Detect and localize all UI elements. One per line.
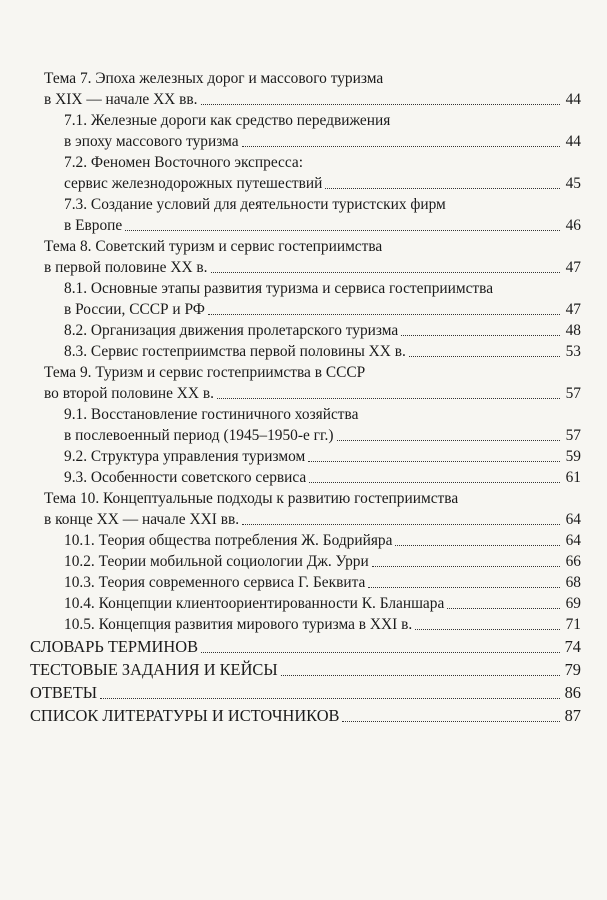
toc-entry-title: Тема 10. Концептуальные подходы к развитию гостеприимства [44, 490, 459, 507]
dot-leader [242, 523, 560, 525]
toc-entry[interactable] [44, 404, 581, 446]
toc-page-number: 47 [565, 259, 581, 276]
toc-entry-title: в послевоенный период (1945–1950-е гг.) [64, 427, 334, 444]
toc-page-number: 57 [565, 385, 581, 402]
toc-entry[interactable] [30, 704, 581, 727]
toc-entry[interactable] [44, 530, 581, 551]
toc-page-number: 69 [565, 595, 581, 612]
toc-page-number: 74 [564, 637, 581, 656]
toc-entry-title: ТЕСТОВЫЕ ЗАДАНИЯ И КЕЙСЫ [30, 660, 278, 679]
dot-leader [201, 103, 560, 105]
toc-entry[interactable] [44, 68, 581, 110]
toc-entry[interactable] [44, 467, 581, 488]
toc-entry[interactable] [44, 593, 581, 614]
toc-entry[interactable] [44, 341, 581, 362]
toc-entry-title: в первой половине XX в. [44, 259, 208, 276]
dot-leader [342, 720, 560, 722]
dot-leader [368, 586, 560, 588]
toc-page-number: 53 [565, 343, 581, 360]
table-of-contents [30, 0, 581, 727]
dot-leader [409, 355, 560, 357]
toc-entry-title: 7.2. Феномен Восточного экспресса: [64, 154, 303, 171]
toc-entry-title: 10.3. Теория современного сервиса Г. Беквита [64, 574, 366, 591]
toc-entry[interactable] [44, 551, 581, 572]
toc-entry[interactable] [44, 320, 581, 341]
toc-page-number: 87 [564, 706, 581, 725]
toc-entry[interactable] [44, 362, 581, 404]
toc-entry[interactable] [44, 152, 581, 194]
toc-entry-title: 7.1. Железные дороги как средство передвижения [64, 112, 391, 129]
toc-entry-title: в эпоху массового туризма [64, 133, 239, 150]
dot-leader [401, 334, 560, 336]
toc-page-number: 44 [565, 91, 581, 108]
dot-leader [337, 439, 560, 441]
toc-page-number: 46 [565, 217, 581, 234]
toc-entry-title: 10.2. Теории мобильной социологии Дж. Урри [64, 553, 369, 570]
toc-entry-title: 8.2. Организация движения пролетарского туризма [64, 322, 399, 339]
toc-page-number: 64 [565, 532, 581, 549]
toc-page-number: 68 [565, 574, 581, 591]
toc-entry-title: в Европе [64, 217, 123, 234]
toc-page-number: 66 [565, 553, 581, 570]
toc-entry-title: во второй половине XX в. [44, 385, 214, 402]
toc-entry-title: в XIX — начале XX вв. [44, 91, 198, 108]
dot-leader [447, 607, 560, 609]
dot-leader [309, 481, 560, 483]
toc-entry-title: 8.1. Основные этапы развития туризма и сервиса гостеприимства [64, 280, 494, 297]
toc-entry-title: 8.3. Сервис гостеприимства первой половины XX в. [64, 343, 406, 360]
dot-leader [201, 651, 560, 653]
toc-page-number: 59 [565, 448, 581, 465]
toc-page-number: 86 [564, 683, 581, 702]
dot-leader [415, 628, 560, 630]
toc-entry-title: Тема 8. Советский туризм и сервис гостеприимства [44, 238, 383, 255]
toc-entry-title: 7.3. Создание условий для деятельности туристских фирм [64, 196, 446, 213]
toc-entry[interactable] [44, 278, 581, 320]
dot-leader [100, 697, 560, 699]
toc-entry-title: в конце XX — начале XXI вв. [44, 511, 240, 528]
toc-entry-title: в России, СССР и РФ [64, 301, 205, 318]
toc-entry[interactable] [30, 658, 581, 681]
toc-page-number: 44 [565, 133, 581, 150]
toc-entry-title: 10.1. Теория общества потребления Ж. Бодрийяра [64, 532, 393, 549]
toc-page-number: 71 [565, 616, 581, 633]
toc-page-number: 61 [565, 469, 581, 486]
toc-entry-title: Тема 9. Туризм и сервис гостеприимства в СССР [44, 364, 366, 381]
toc-entry-title: сервис железнодорожных путешествий [64, 175, 323, 192]
dot-leader [217, 397, 560, 399]
toc-page-number: 47 [565, 301, 581, 318]
toc-entry-title: 9.2. Структура управления туризмом [64, 448, 306, 465]
toc-entry-title: ОТВЕТЫ [30, 683, 98, 702]
toc-page-number: 57 [565, 427, 581, 444]
dot-leader [211, 271, 560, 273]
toc-entry[interactable] [30, 681, 581, 704]
dot-leader [372, 565, 560, 567]
dot-leader [125, 229, 560, 231]
dot-leader [281, 674, 560, 676]
toc-entry[interactable] [44, 614, 581, 635]
toc-entry-title: Тема 7. Эпоха железных дорог и массового туризма [44, 70, 384, 87]
dot-leader [308, 460, 560, 462]
dot-leader [395, 544, 560, 546]
toc-entry-title: 10.5. Концепция развития мирового туризма в XXI в. [64, 616, 413, 633]
toc-entry-title: 10.4. Концепции клиентоориентированности К. Бланшара [64, 595, 445, 612]
toc-page-number: 79 [564, 660, 581, 679]
toc-entry-title: 9.3. Особенности советского сервиса [64, 469, 307, 486]
toc-entry[interactable] [44, 194, 581, 236]
toc-entry-title: 9.1. Восстановление гостиничного хозяйства [64, 406, 359, 423]
toc-entry[interactable] [44, 572, 581, 593]
dot-leader [242, 145, 560, 147]
toc-entry[interactable] [44, 110, 581, 152]
toc-entry[interactable] [30, 635, 581, 658]
toc-page-number: 45 [565, 175, 581, 192]
toc-entry-title: СПИСОК ЛИТЕРАТУРЫ И ИСТОЧНИКОВ [30, 706, 340, 725]
dot-leader [208, 313, 560, 315]
dot-leader [325, 187, 560, 189]
toc-entry-title: СЛОВАРЬ ТЕРМИНОВ [30, 637, 198, 656]
toc-entry[interactable] [44, 446, 581, 467]
toc-page-number: 48 [565, 322, 581, 339]
toc-entry[interactable] [44, 488, 581, 530]
toc-page-number: 64 [565, 511, 581, 528]
toc-entry[interactable] [44, 236, 581, 278]
